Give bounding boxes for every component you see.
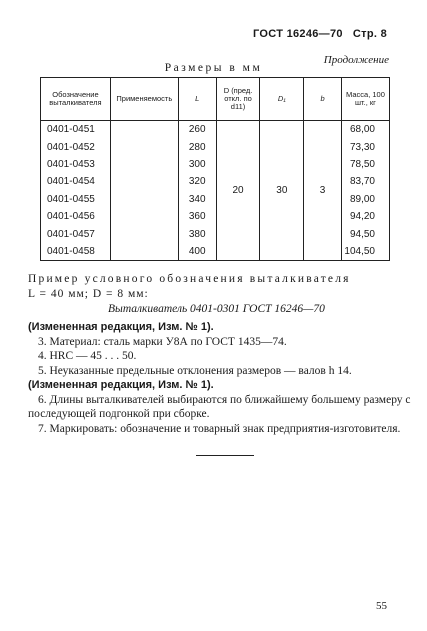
note-item-7: 7. Маркировать: обозначение и товарный знак предприятия-изготовителя.	[38, 422, 401, 435]
cell-mass: 73,30	[341, 138, 389, 155]
spec-table	[40, 77, 390, 261]
cell-code: 0401-0454	[41, 173, 111, 190]
table-row	[41, 121, 390, 139]
page-number: 55	[376, 600, 387, 612]
cell-mass: 78,50	[341, 156, 389, 173]
cell-code: 0401-0451	[41, 121, 111, 139]
cell-mass: 94,50	[341, 225, 389, 242]
cell-mass: 68,00	[341, 121, 389, 139]
col-header-D1: D₁	[260, 78, 304, 121]
cell-b: 3	[304, 121, 342, 261]
change-note-1: (Измененная редакция, Изм. № 1).	[28, 321, 214, 333]
page-header	[253, 28, 387, 40]
cell-code: 0401-0453	[41, 156, 111, 173]
example-line-2: L = 40 мм; D = 8 мм:	[28, 287, 149, 300]
cell-code: 0401-0458	[41, 243, 111, 261]
note-item-5: 5. Неуказанные предельные отклонения размеров — валов h 14.	[38, 364, 352, 377]
notes-block	[28, 320, 412, 436]
cell-mass: 104,50	[341, 243, 389, 261]
col-header-mass: Масса, 100 шт., кг	[341, 78, 389, 121]
cell-L: 400	[178, 243, 216, 261]
designation-text: Выталкиватель 0401-0301 ГОСТ 16246—70	[108, 303, 325, 315]
cell-code: 0401-0457	[41, 225, 111, 242]
table-header-row	[41, 78, 390, 121]
cell-usage	[110, 138, 178, 155]
dimensions-caption: Размеры в мм	[164, 62, 263, 74]
change-note-2: (Измененная редакция, Изм. № 1).	[28, 379, 214, 391]
cell-usage	[110, 225, 178, 242]
cell-usage	[110, 191, 178, 208]
cell-usage	[110, 208, 178, 225]
cell-usage	[110, 173, 178, 190]
cell-L: 340	[178, 191, 216, 208]
cell-D1: 30	[260, 121, 304, 261]
cell-L: 280	[178, 138, 216, 155]
col-header-code: Обозначение выталкивателя	[41, 78, 111, 121]
col-header-L: L	[178, 78, 216, 121]
divider	[196, 455, 254, 456]
col-header-usage: Применяемость	[110, 78, 178, 121]
cell-code: 0401-0452	[41, 138, 111, 155]
cell-usage	[110, 243, 178, 261]
note-item-3: 3. Материал: сталь марки У8А по ГОСТ 1435—74.	[38, 335, 287, 348]
col-header-b: b	[304, 78, 342, 121]
cell-mass: 89,00	[341, 191, 389, 208]
cell-L: 380	[178, 225, 216, 242]
cell-L: 300	[178, 156, 216, 173]
cell-L: 360	[178, 208, 216, 225]
cell-code: 0401-0456	[41, 208, 111, 225]
standard-number: ГОСТ 16246—70	[253, 28, 343, 40]
page-label: Стр. 8	[352, 28, 387, 40]
designation-example	[28, 272, 412, 301]
continued-label: Продолжение	[323, 54, 389, 66]
cell-usage	[110, 121, 178, 139]
example-line-1: Пример условного обозначения выталкивателя	[28, 273, 351, 285]
cell-usage	[110, 156, 178, 173]
cell-mass: 94,20	[341, 208, 389, 225]
cell-L: 260	[178, 121, 216, 139]
cell-mass: 83,70	[341, 173, 389, 190]
note-item-4: 4. HRC — 45 . . . 50.	[38, 350, 137, 362]
cell-L: 320	[178, 173, 216, 190]
col-header-D: D (пред. откл. по d11)	[216, 78, 260, 121]
cell-code: 0401-0455	[41, 191, 111, 208]
cell-D: 20	[216, 121, 260, 261]
note-item-6: 6. Длины выталкивателей выбираются по ближайшему большему размеру с последующей подгонкой при сборке.	[28, 393, 411, 420]
